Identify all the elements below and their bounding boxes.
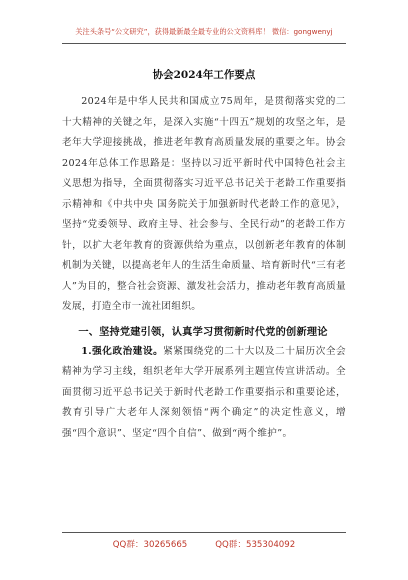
- footer-qq-group-2: QQ群：535304092: [215, 540, 296, 550]
- item-text-1: 紧紧围绕党的二十大以及二十届历次全会精神为学习主线，组织老年大学开展系列主题宣传宣讲活动。全面贯彻习近平总书记关于新时代老龄工作重要指示和重要论述，教育引导广大老年人深刻领悟“两个确定”的决定性意义，增强“四个意识”、坚定“四个自信”、做到“两个维护”。: [62, 345, 346, 439]
- section-heading-1: 一、坚持党建引领，认真学习贯彻新时代党的创新理论: [78, 325, 328, 338]
- page-footer: [0, 538, 408, 550]
- footer-qq-group-1: QQ群：30265665: [112, 540, 188, 550]
- document-title: 协会2024年工作要点: [152, 69, 256, 81]
- item-label-1: 1.强化政治建设。: [81, 345, 164, 357]
- page-header-notice: 关注头条号“公文研究”，获得最新最全最专业的公文资料库！ 微信：gongwenyj: [75, 27, 333, 36]
- intro-paragraph: 2024年是中华人民共和国成立75周年，是贯彻落实党的二十大精神的关键之年，是深入实施“十四五”规划的攻坚之年，是老年大学迎接挑战，推进老年教育高质量发展的重要之年。协会2024年总体工作思路是：坚持以习近平新时代中国特色社会主义思想为指导，全面贯彻落实习近平总书记关于老龄工作重要指示精神和《中共中央 国务院关于加强新时代老龄工作的意见》，坚持“党委领导、政府主导、社会参与、全民行动”的老龄工作方针，以扩大老年教育的资源供给为重点，以创新老年教育的体制机制为关键，以提高老年人的生活生命质量、培育新时代“三有老人”为目的，整合社会资源、激发社会活力，推动老年教育高质量发展，打造全市一流社团组织。: [62, 96, 346, 312]
- document-body: [62, 92, 346, 444]
- item-paragraph-1: [62, 342, 346, 445]
- footer-divider: [62, 532, 346, 533]
- header-divider: [62, 43, 346, 44]
